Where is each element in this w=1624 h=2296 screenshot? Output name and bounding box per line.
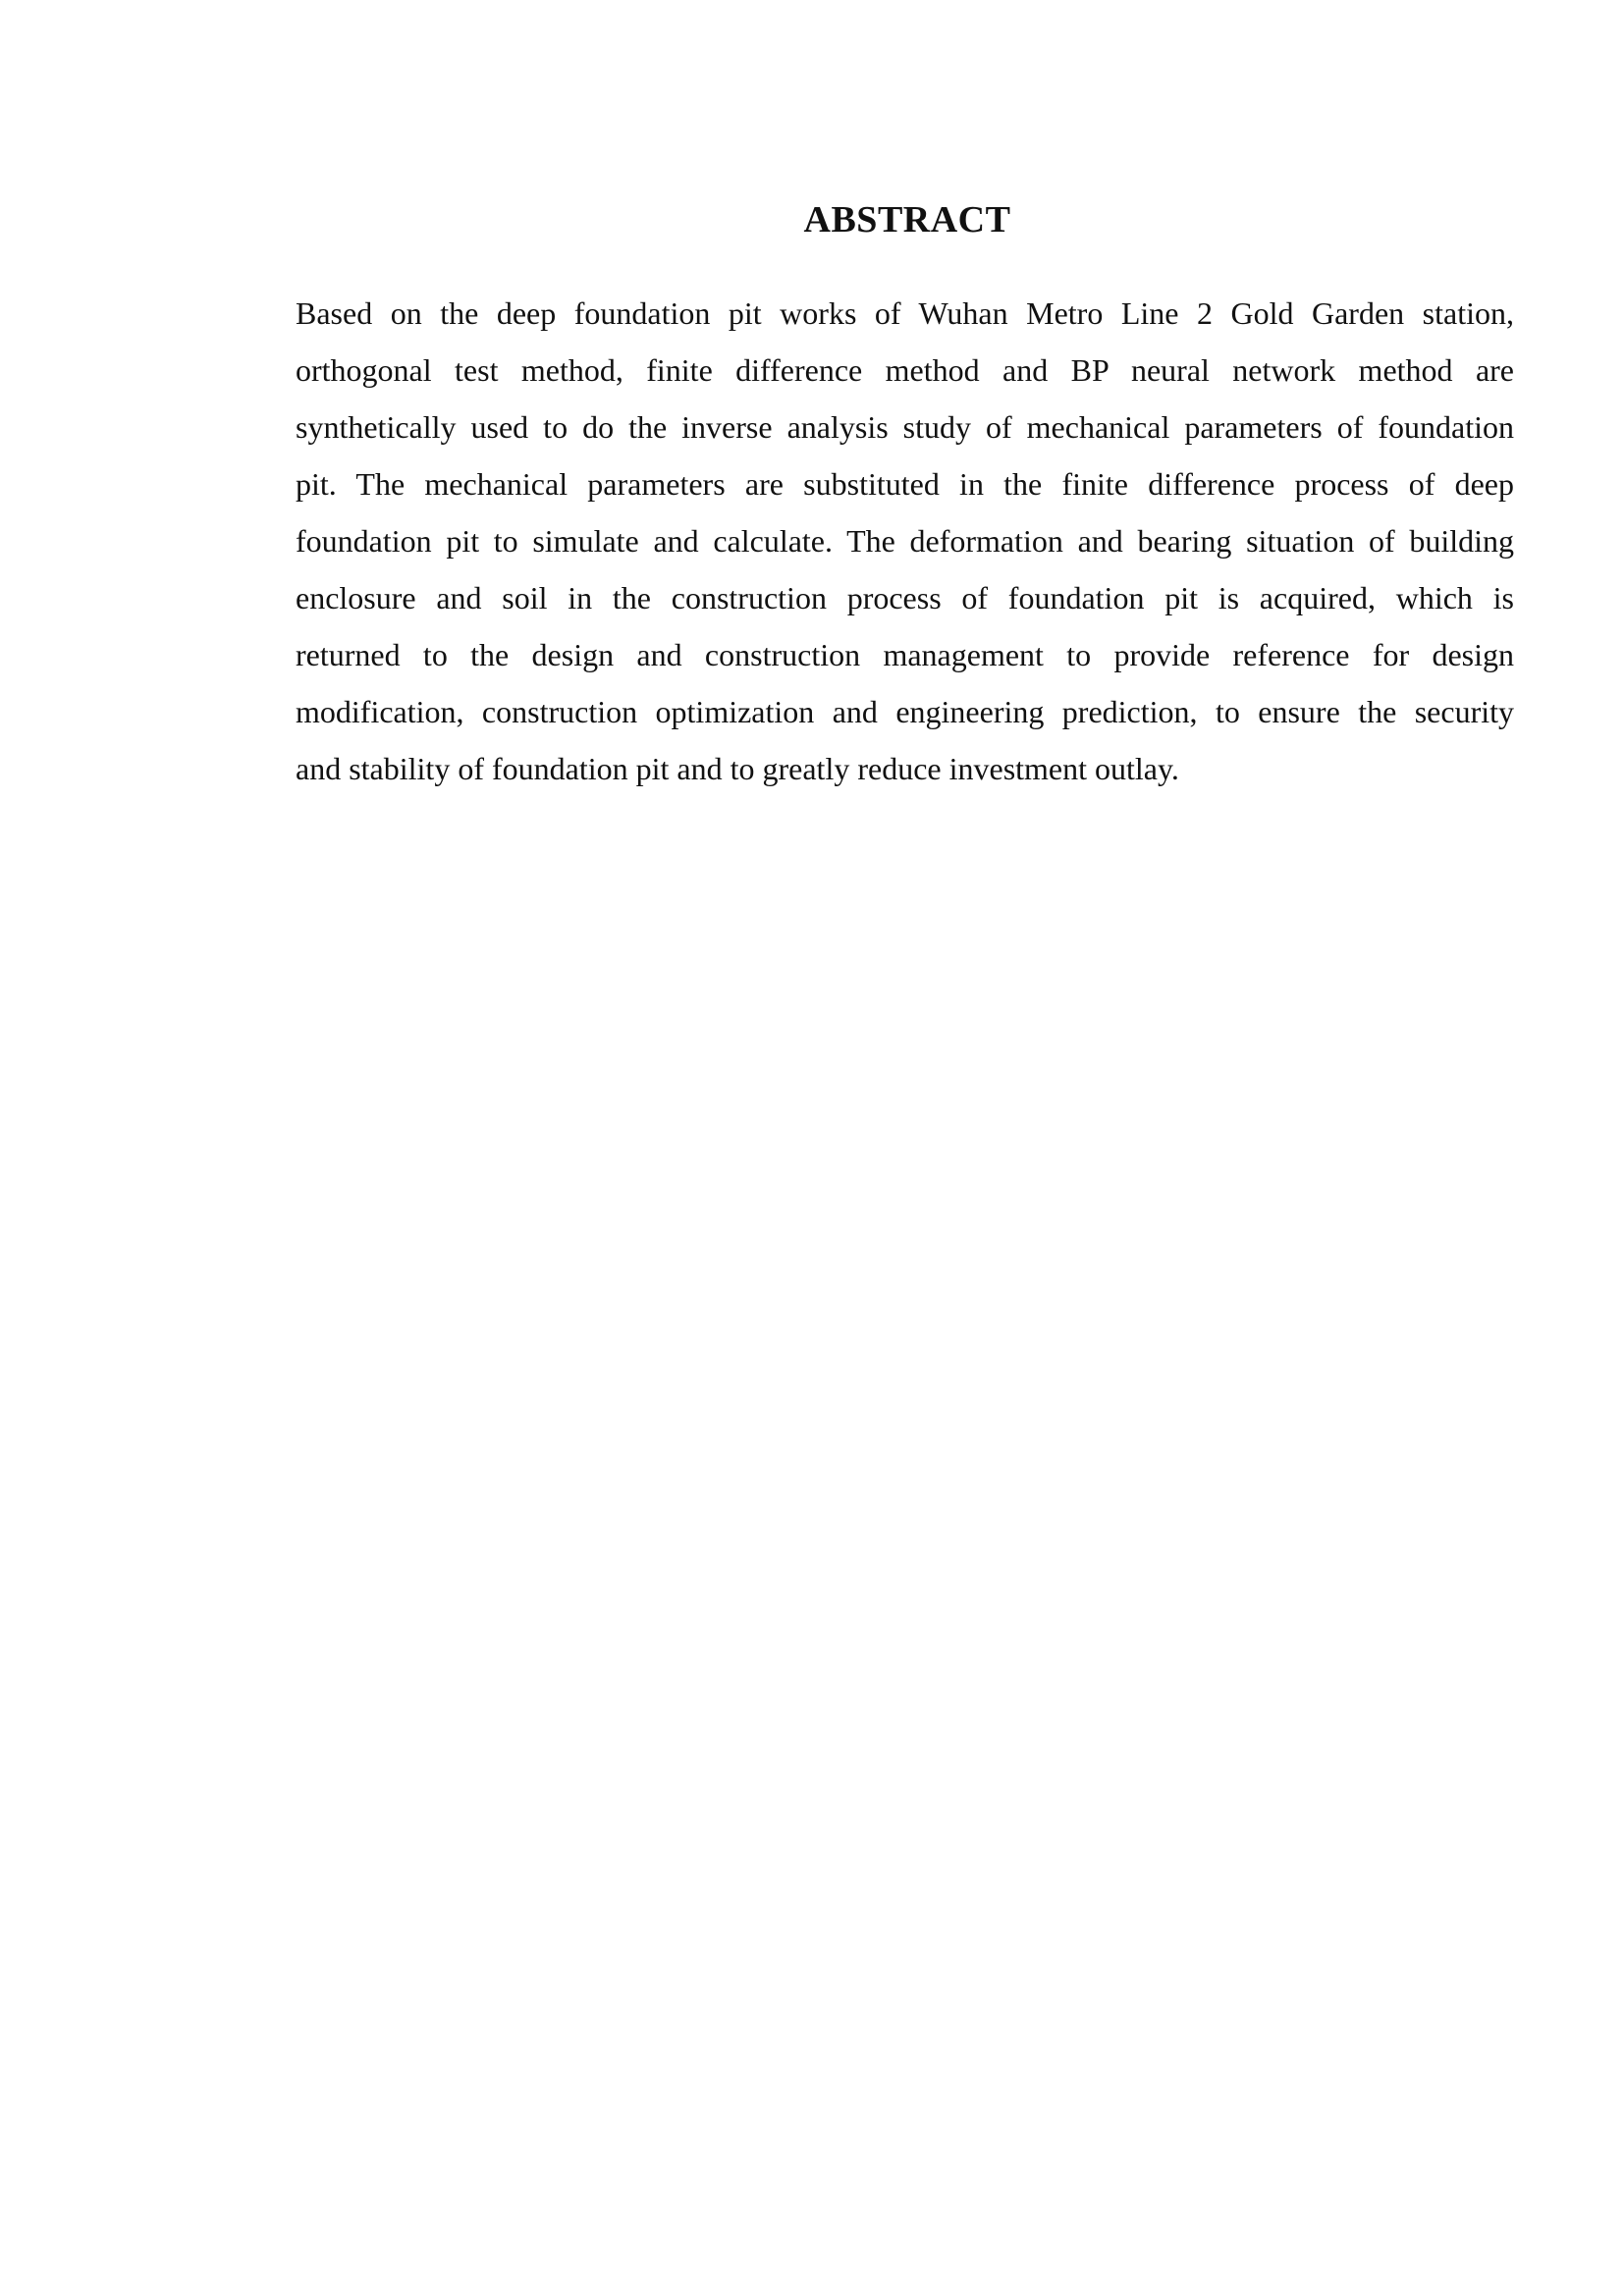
abstract-line: Based on the deep foundation pit works of Wuhan Metro Line 2 Gold Garden station, xyxy=(296,295,1514,331)
abstract-line: modification, construction optimization and engineering prediction, to ensure the security xyxy=(296,694,1514,729)
abstract-line: orthogonal test method, finite difference method and BP neural network method are xyxy=(296,352,1514,388)
abstract-heading: ABSTRACT xyxy=(803,199,1011,240)
abstract-line: synthetically used to do the inverse analysis study of mechanical parameters of foundation xyxy=(296,409,1514,445)
abstract-line: pit. The mechanical parameters are substituted in the finite difference process of deep xyxy=(296,466,1514,502)
abstract-line: foundation pit to simulate and calculate. The deformation and bearing situation of building xyxy=(296,523,1514,559)
abstract-line: returned to the design and construction management to provide reference for design xyxy=(296,637,1514,672)
abstract-line: enclosure and soil in the construction process of foundation pit is acquired, which is xyxy=(296,580,1514,615)
abstract-line: and stability of foundation pit and to greatly reduce investment outlay. xyxy=(296,751,1179,786)
abstract-paragraph xyxy=(296,285,1514,797)
